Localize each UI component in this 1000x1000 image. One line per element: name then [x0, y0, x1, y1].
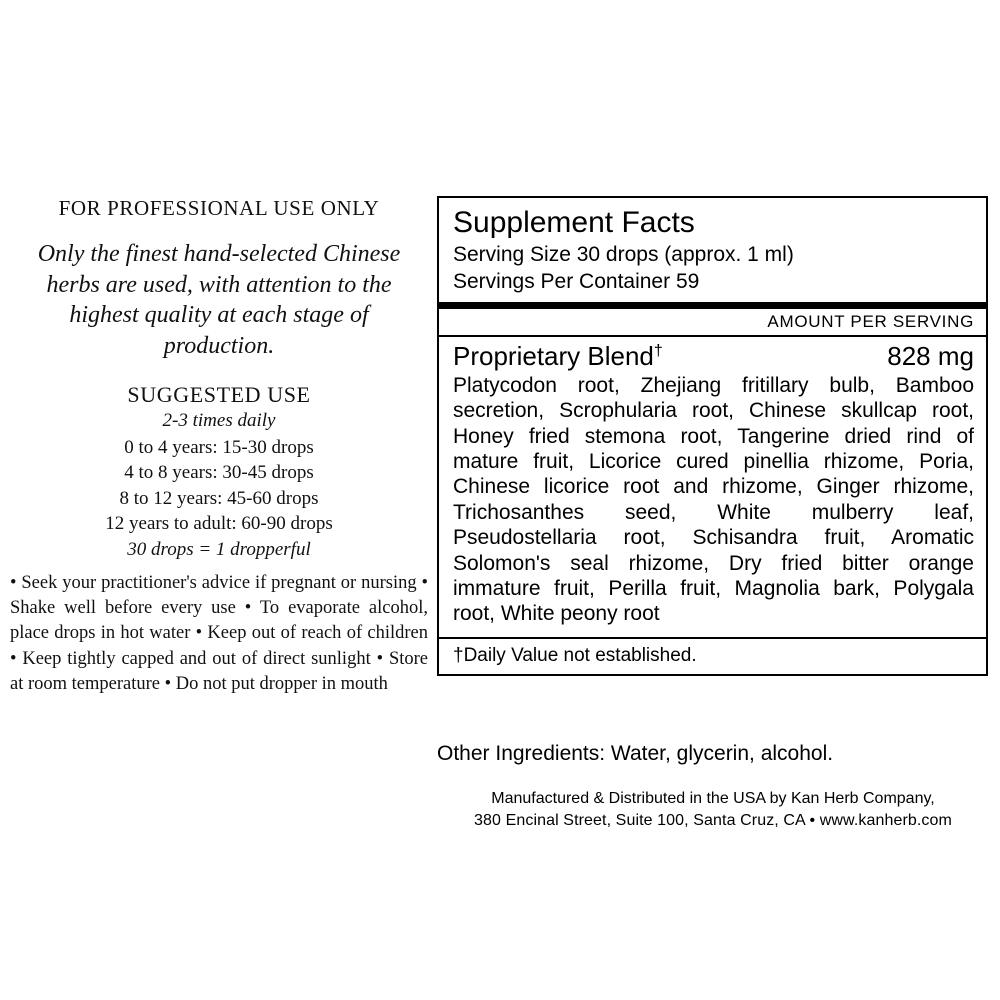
supplement-facts-title: Supplement Facts: [453, 206, 695, 239]
manufacturer-line-1: Manufactured & Distributed in the USA by Kan Herb Company,: [491, 790, 935, 807]
manufacturer-info: [430, 788, 996, 831]
proprietary-blend-row: [439, 337, 986, 372]
dagger-symbol: †: [653, 342, 663, 360]
warnings-text: • Seek your practitioner's advice if pregnant or nursing • Shake well before every use • To evaporate alcohol, place drops in hot water • Keep out of reach of children • Keep tightly capped and out of direct sunlight • Store at room temperature • Do not put dropper in mouth: [10, 572, 428, 695]
dose-line: 8 to 12 years: 45-60 drops: [119, 487, 319, 509]
supplement-facts-panel: [437, 196, 988, 676]
divider-thick: [439, 302, 986, 309]
quality-statement: Only the finest hand-selected Chinese herbs are used, with attention to the highest quality at each stage of production.: [37, 241, 401, 360]
proprietary-blend-name: [453, 341, 663, 372]
suggested-use-heading: SUGGESTED USE: [127, 381, 311, 407]
facts-header: [439, 198, 986, 296]
daily-value-note: †Daily Value not established.: [453, 644, 697, 666]
serving-size-row: [453, 242, 974, 269]
left-label-column: [10, 196, 428, 697]
serving-size-label: Serving Size: [453, 243, 571, 266]
blend-name-text: Proprietary Blend: [453, 340, 654, 371]
proprietary-blend-amount: 828 mg: [887, 340, 974, 371]
dropper-equivalence: 30 drops = 1 dropperful: [127, 538, 311, 560]
dose-line: 12 years to adult: 60-90 drops: [105, 513, 333, 535]
serving-size-value: 30 drops (approx. 1 ml): [576, 243, 794, 266]
servings-per-container-row: [453, 269, 974, 296]
dose-line: 4 to 8 years: 30-45 drops: [124, 462, 314, 484]
dose-line: 0 to 4 years: 15-30 drops: [124, 436, 314, 458]
professional-use-heading: FOR PROFESSIONAL USE ONLY: [58, 196, 380, 220]
servings-per-container-value: 59: [675, 269, 700, 293]
other-ingredients: Other Ingredients: Water, glycerin, alcohol.: [437, 742, 834, 765]
servings-per-container-label: Servings Per Container: [453, 269, 671, 293]
ingredients-list: Platycodon root, Zhejiang fritillary bulb, Bamboo secretion, Scrophularia root, Chinese skullcap root, Honey fried stemona root, Tangerine dried rind of mature fruit, Licorice cured pinellia rhizome, Poria, Chinese licorice root and rhizome, Ginger rhizome, Trichosanthes seed, White mulberry leaf, Pseudostellaria root, Schisandra fruit, Aromatic Solomon's seal rhizome, Dry fried bitter orange immature fruit, Perilla fruit, Magnolia bark, Polygala root, White peony root: [453, 373, 974, 626]
manufacturer-line-2: 380 Encinal Street, Suite 100, Santa Cruz, CA • www.kanherb.com: [474, 811, 952, 829]
amount-per-serving-label: AMOUNT PER SERVING: [767, 311, 974, 331]
dosage-frequency: 2-3 times daily: [162, 409, 276, 431]
